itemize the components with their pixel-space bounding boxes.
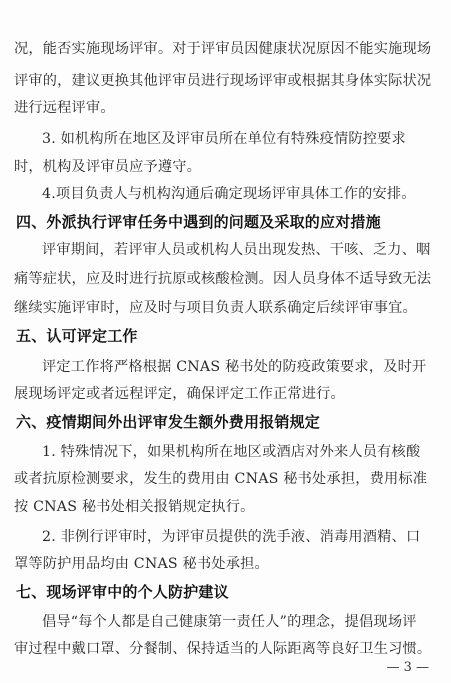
paragraph-line: 展现场评定或者远程评定，确保评定工作正常进行。	[14, 386, 345, 402]
paragraph-line: 进行远程评审。	[14, 100, 115, 116]
page-number: — 3 —	[386, 660, 429, 675]
section-heading-7: 七、现场评审中的个人防护建议	[16, 583, 229, 601]
section-heading-5: 五、认可评定工作	[16, 327, 138, 345]
paragraph-line: 3. 如机构所在地区及评审员所在单位有特殊疫情防控要求	[42, 131, 406, 147]
paragraph-line: 痛等症状，应及时进行抗原或核酸检测。因人员身体不适导致无法	[14, 271, 432, 287]
paragraph-line: 2. 非例行评审时，为评审员提供的洗手液、消毒用酒精、口	[42, 529, 421, 545]
paragraph-line: 罩等防护用品均由 CNAS 秘书处承担。	[14, 556, 269, 572]
paragraph-line: 1. 特殊情况下，如果机构所在地区或酒店对外来人员有核酸	[42, 444, 421, 460]
paragraph-line: 况，能否实施现场评审。对于评审员因健康状况原因不能实施现场	[14, 41, 432, 57]
paragraph-line: 评定工作将严格根据 CNAS 秘书处的防疫政策要求，及时开	[42, 359, 427, 375]
paragraph-line: 4.项目负责人与机构沟通后确定现场评审具体工作的安排。	[42, 186, 416, 202]
paragraph-line: 继续实施评审时，应及时与项目负责人联系确定后续评审事宜。	[14, 300, 417, 316]
section-heading-4: 四、外派执行评审任务中遇到的问题及采取的应对措施	[16, 213, 381, 231]
paragraph-line: 评审的，建议更换其他评审员进行现场评审或根据其身体实际状况	[14, 73, 432, 89]
paragraph-line: 按 CNAS 秘书处相关报销规定执行。	[14, 499, 255, 515]
paragraph-line: 时，机构及评审员应予遵守。	[14, 159, 202, 175]
paragraph-line: 或者抗原检测要求，发生的费用由 CNAS 秘书处承担，费用标准	[14, 471, 428, 487]
paragraph-line: 倡导“每个人都是自己健康第一责任人”的理念，提倡现场评	[42, 614, 417, 630]
paragraph-line: 评审期间，若评审人员或机构人员出现发热、干咳、乏力、咽	[42, 242, 431, 258]
section-heading-6: 六、疫情期间外出评审发生额外费用报销规定	[16, 413, 321, 431]
paragraph-line: 审过程中戴口罩、分餐制、保持适当的人际距离等良好卫生习惯。	[14, 641, 432, 657]
